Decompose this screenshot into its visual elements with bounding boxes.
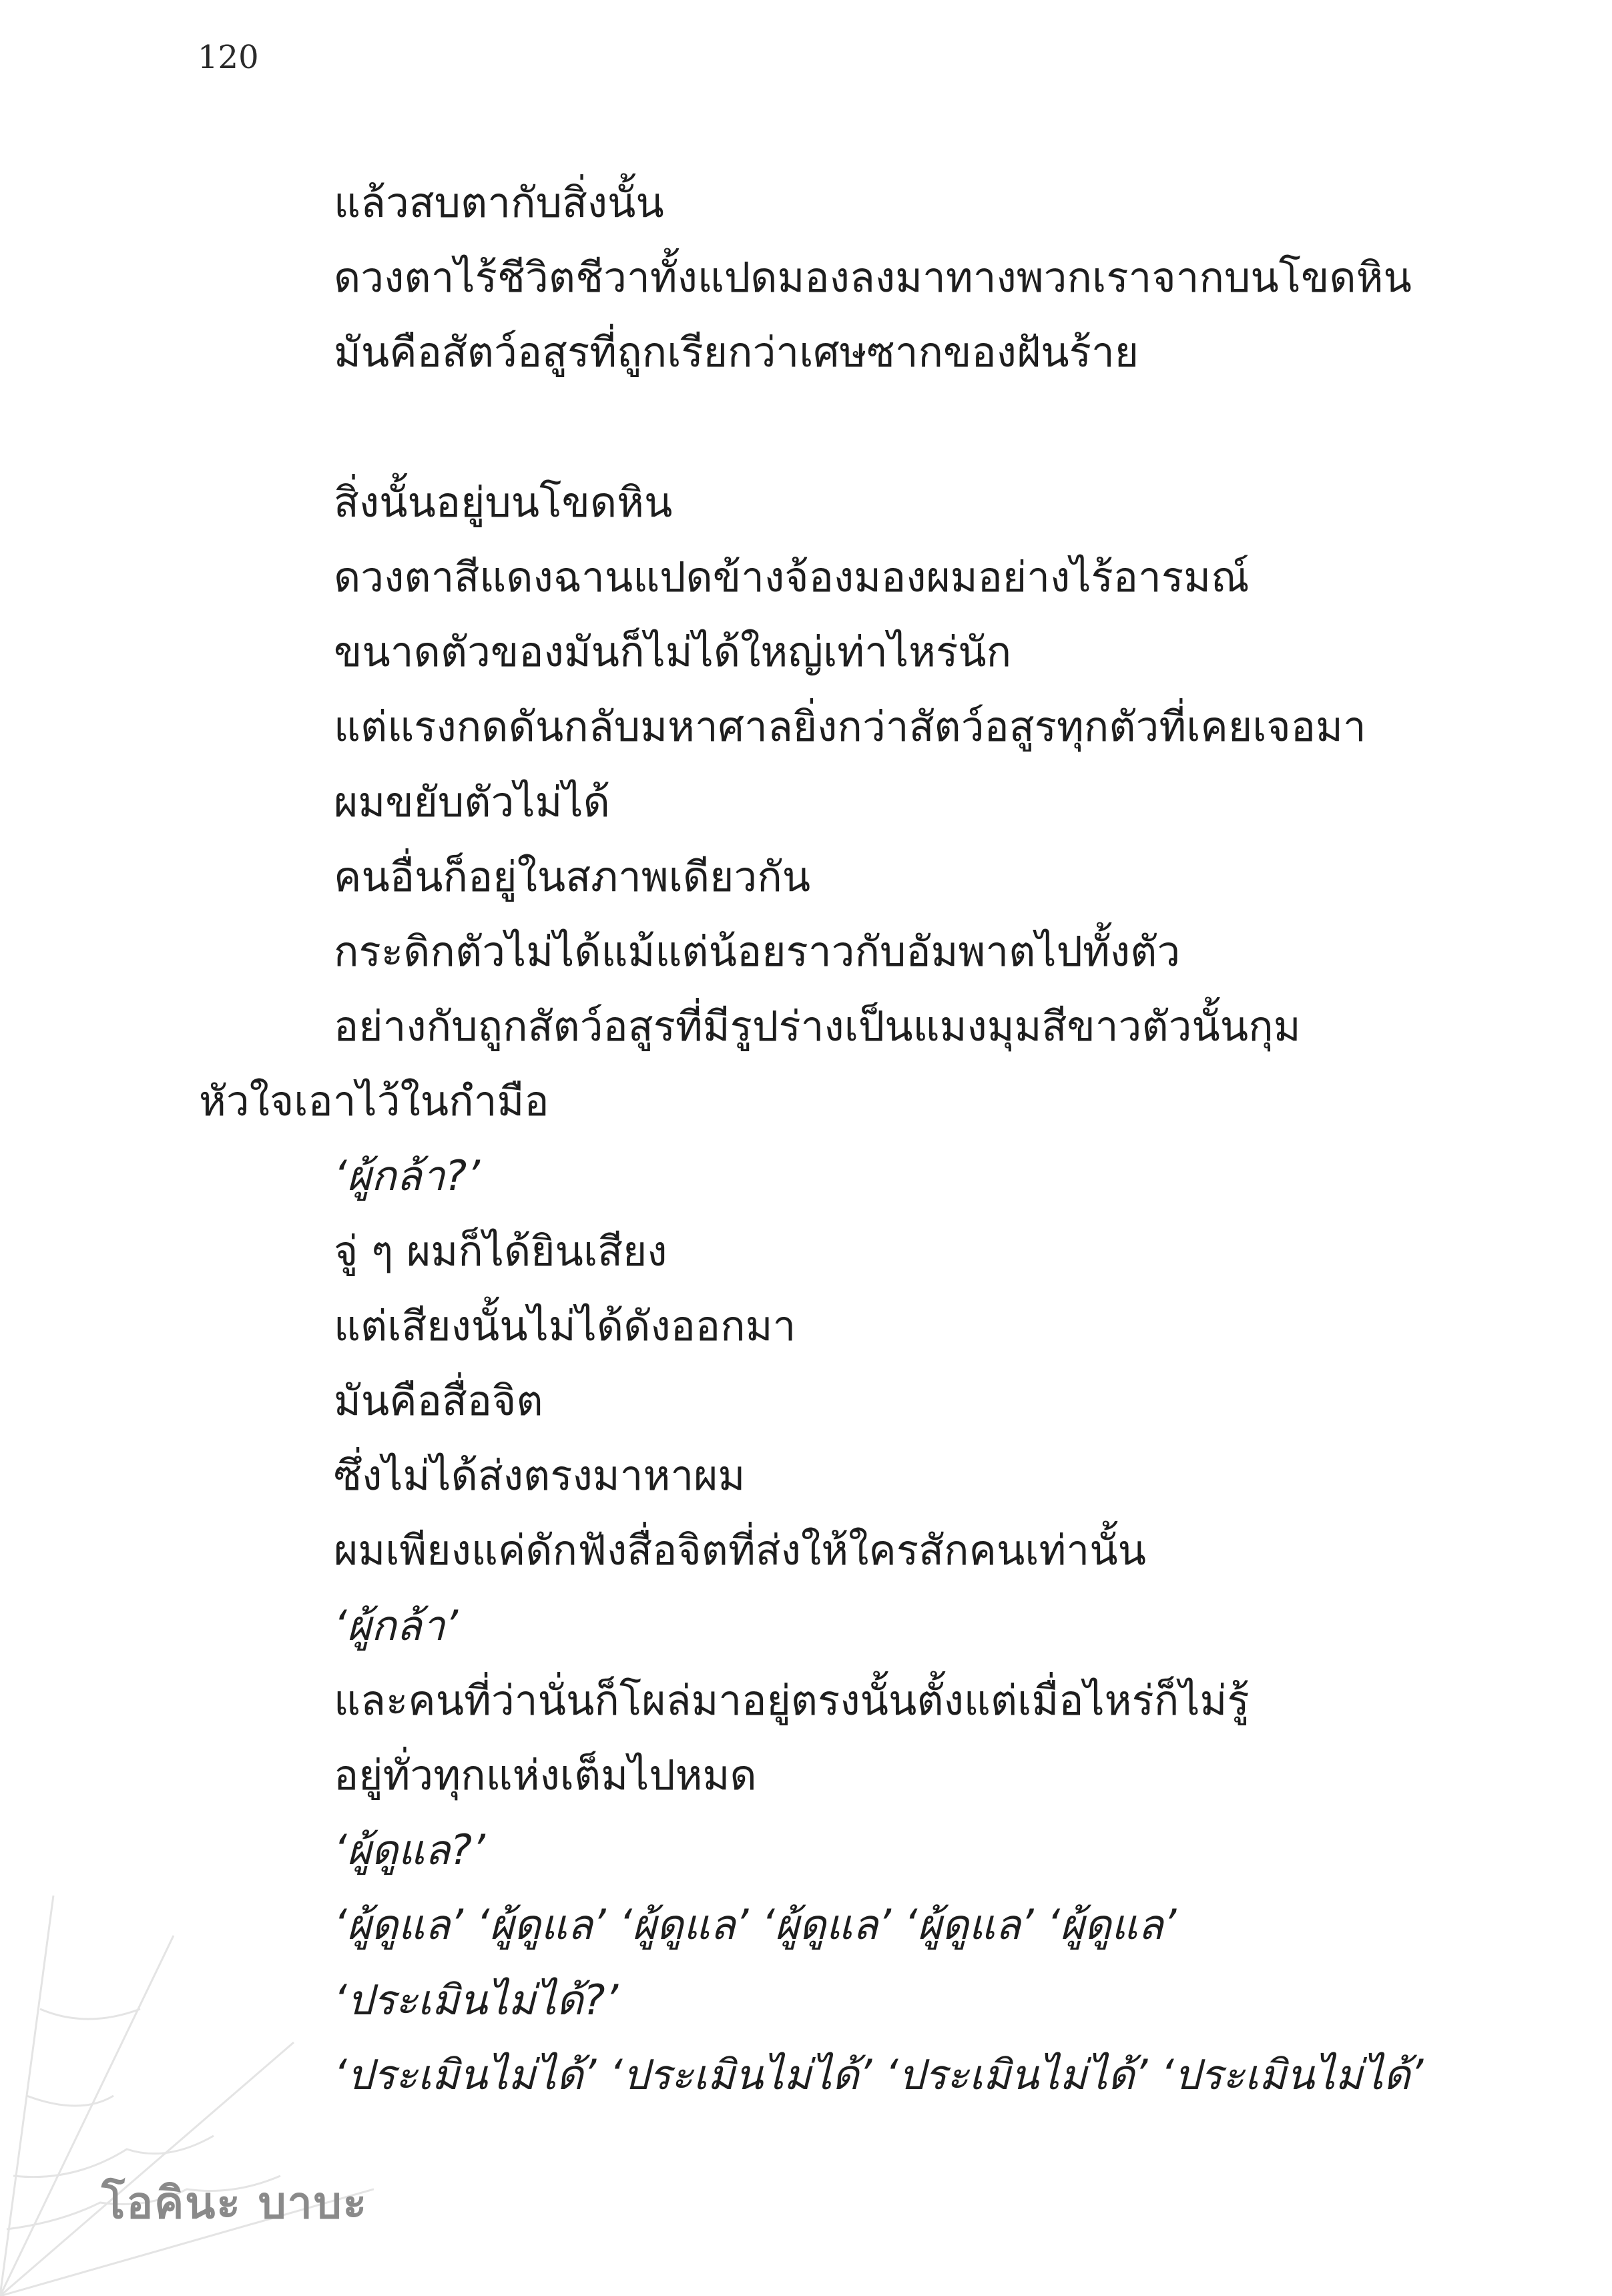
text-line: มันคือสัตว์อสูรที่ถูกเรียกว่าเศษซากของฝันร้าย — [334, 328, 1139, 377]
text-line: อย่างกับถูกสัตว์อสูรที่มีรูปร่างเป็นแมงมุมสีขาวตัวนั้นกุม — [334, 1002, 1301, 1051]
text-line: มันคือสื่อจิต — [334, 1376, 543, 1425]
telepathy-line: ‘ประเมินไม่ได้’ ‘ประเมินไม่ได้’ ‘ประเมินไม่ได้’ ‘ประเมินไม่ได้’ — [334, 2050, 1424, 2099]
text-line: และคนที่ว่านั่นก็โผล่มาอยู่ตรงนั้นตั้งแต่เมื่อไหร่ก็ไม่รู้ — [334, 1675, 1250, 1725]
text-line: ผมเพียงแค่ดักฟังสื่อจิตที่ส่งให้ใครสักคนเท่านั้น — [334, 1526, 1146, 1575]
author-footer: โอคินะ บาบะ — [101, 2177, 368, 2229]
text-line: แล้วสบตากับสิ่งนั้น — [334, 178, 664, 227]
telepathy-line: ‘ผู้กล้า’ — [334, 1601, 459, 1650]
telepathy-line: ‘ประเมินไม่ได้?’ — [334, 1975, 619, 2024]
text-line: อยู่ทั่วทุกแห่งเต็มไปหมด — [334, 1750, 757, 1799]
text-line: สิ่งนั้นอยู่บนโขดหิน — [334, 477, 673, 527]
telepathy-line: ‘ผู้ดูแล’ ‘ผู้ดูแล’ ‘ผู้ดูแล’ ‘ผู้ดูแล’ ‘ผู้ดูแล’ ‘ผู้ดูแล’ — [334, 1900, 1177, 1950]
telepathy-line: ‘ผู้กล้า?’ — [334, 1151, 480, 1201]
text-line-continuation: หัวใจเอาไว้ในกำมือ — [199, 1077, 549, 1126]
blank-line — [0, 390, 1612, 465]
text-line: กระดิกตัวไม่ได้แม้แต่น้อยราวกับอัมพาตไปทั้งตัว — [334, 926, 1181, 976]
text-line: ดวงตาไร้ชีวิตชีวาทั้งแปดมองลงมาทางพวกเราจากบนโขดหิน — [334, 253, 1412, 302]
text-line: แต่เสียงนั้นไม่ได้ดังออกมา — [334, 1301, 796, 1350]
text-line: ดวงตาสีแดงฉานแปดข้างจ้องมองผมอย่างไร้อารมณ์ — [334, 552, 1250, 601]
telepathy-line: ‘ผู้ดูแล?’ — [334, 1825, 485, 1875]
body-text — [0, 166, 1612, 2112]
text-line: ผมขยับตัวไม่ได้ — [334, 777, 610, 826]
text-line: แต่แรงกดดันกลับมหาศาลยิ่งกว่าสัตว์อสูรทุกตัวที่เคยเจอมา — [334, 702, 1366, 752]
text-line: จู่ ๆ ผมก็ได้ยินเสียง — [334, 1226, 667, 1275]
page-number: 120 — [198, 39, 259, 76]
text-line: ขนาดตัวของมันก็ไม่ได้ใหญ่เท่าไหร่นัก — [334, 627, 1012, 677]
text-line: ซึ่งไม่ได้ส่งตรงมาหาผม — [334, 1451, 746, 1500]
text-line: คนอื่นก็อยู่ในสภาพเดียวกัน — [334, 852, 811, 901]
